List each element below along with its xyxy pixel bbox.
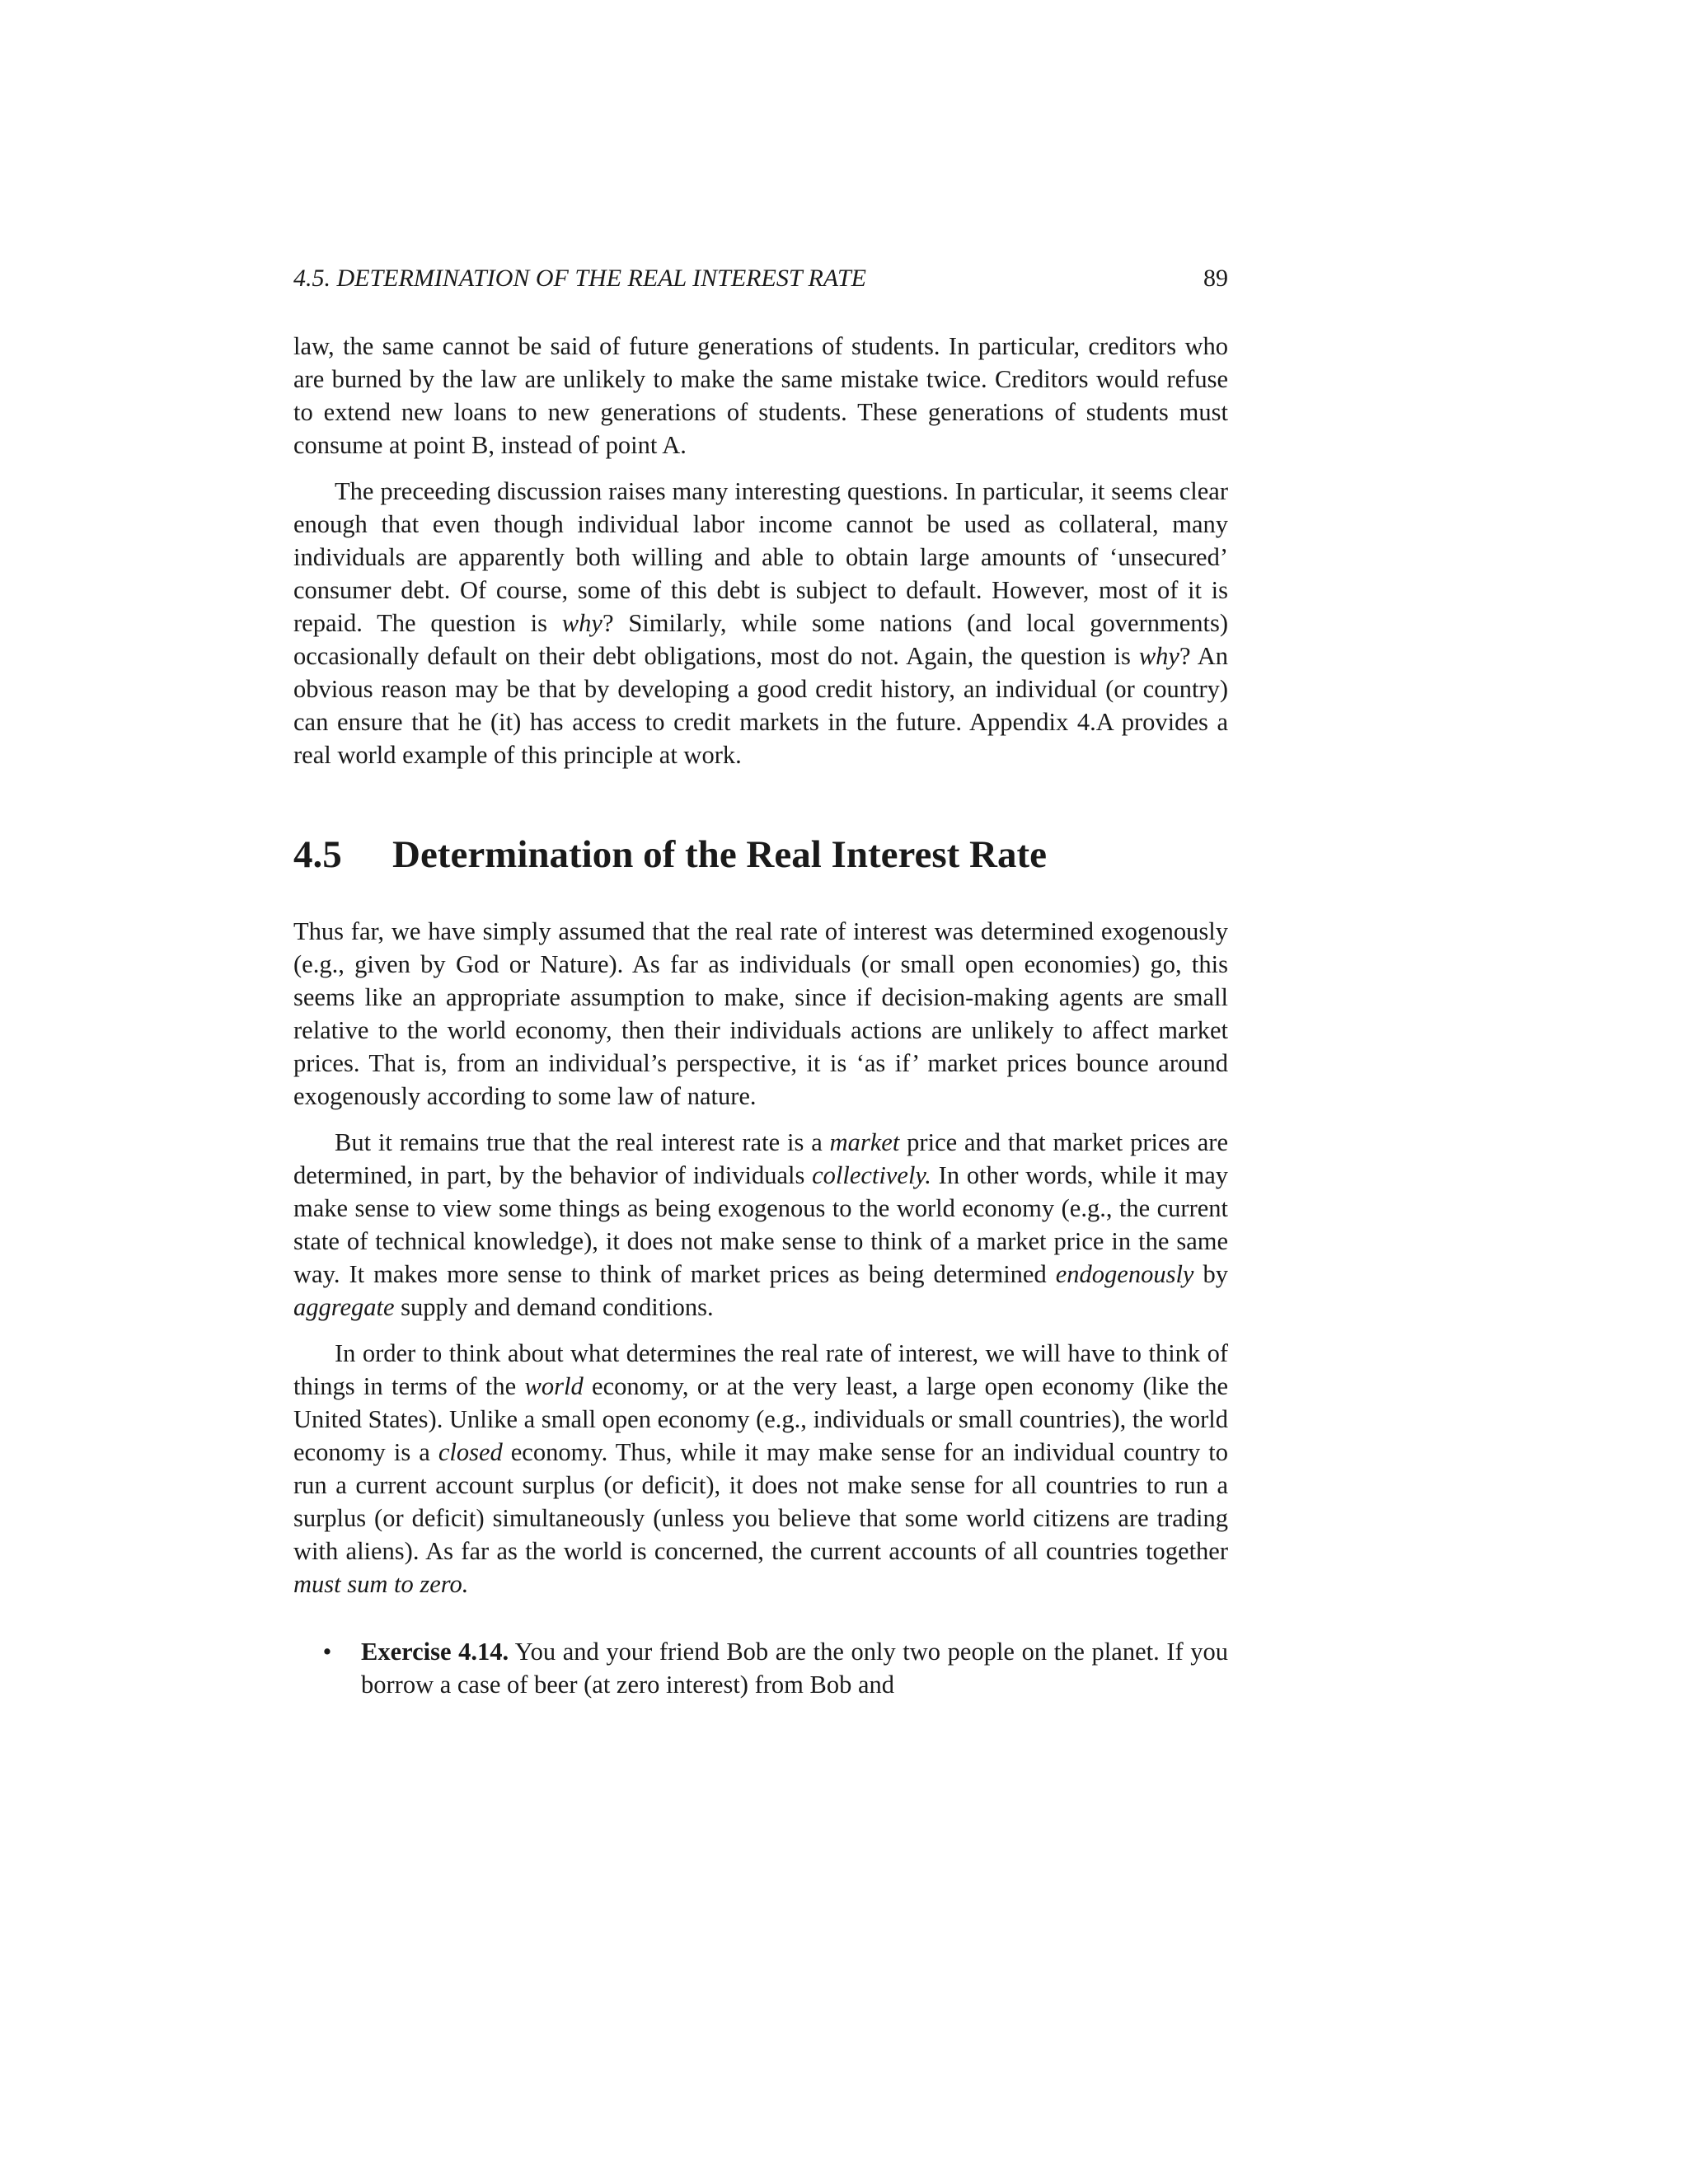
exercise-body bbox=[361, 1635, 1228, 1701]
document-page bbox=[293, 262, 1228, 1701]
emphasis-collectively: collectively. bbox=[812, 1161, 931, 1189]
paragraph-2: The preceeding discussion raises many interesting questions. In particular, it seems clear enough that even though individual labor income cannot be used as collateral, many individuals are apparently both willing and able to obtain large amounts of ‘unsecured’ consumer debt. Of course, some of this debt is subject to default. However, most of it is repaid. The question is why? Similarly, while some nations (and local governments) occasionally default on their debt obligations, most do not. Again, the question is why? An obvious reason may be that by developing a good credit history, an individual (or country) can ensure that he (it) has access to credit markets in the future. Appendix 4.A provides a real world example of this principle at work. bbox=[293, 477, 1228, 769]
bullet-icon: • bbox=[322, 1638, 332, 1666]
section-title: Determination of the Real Interest Rate bbox=[392, 833, 1047, 876]
emphasis-world: world bbox=[524, 1372, 584, 1400]
page-number: 89 bbox=[1203, 265, 1228, 292]
emphasis-why-2: why bbox=[1138, 642, 1179, 670]
running-header bbox=[293, 262, 1228, 295]
exercise-label: Exercise 4.14. bbox=[361, 1638, 509, 1666]
section-heading bbox=[293, 831, 1228, 879]
emphasis-endogenously: endogenously bbox=[1055, 1260, 1194, 1288]
emphasis-closed: closed bbox=[438, 1438, 503, 1466]
paragraph-1: law, the same cannot be said of future generations of students. In particular, creditors who are burned by the law are unlikely to make the same mistake twice. Creditors would refuse to extend new loans to new generations of students. These generations of students must consume at point B, instead of point A. bbox=[293, 332, 1228, 459]
emphasis-aggregate: aggregate bbox=[293, 1293, 395, 1321]
section-number: 4.5 bbox=[293, 833, 342, 876]
emphasis-market: market bbox=[829, 1128, 900, 1156]
running-header-title: 4.5. DETERMINATION OF THE REAL INTEREST RATE bbox=[293, 265, 867, 292]
exercise-text: You and your friend Bob are the only two people on the planet. If you borrow a case of beer (at zero interest) from Bob and bbox=[361, 1638, 1228, 1699]
emphasis-why-1: why bbox=[561, 609, 603, 637]
emphasis-must-sum-to-zero: must sum to zero. bbox=[293, 1570, 469, 1598]
paragraph-3: Thus far, we have simply assumed that the real rate of interest was determined exogenously (e.g., given by God or Nature). As far as individuals (or small open economies) go, this seems like an appropriate assumption to make, since if decision-making agents are small relative to the world economy, then their individuals actions are unlikely to affect market prices. That is, from an individual’s perspective, it is ‘as if’ market prices bounce around exogenously according to some law of nature. bbox=[293, 917, 1228, 1110]
paragraph-5: In order to think about what determines the real rate of interest, we will have to think of things in terms of the world economy, or at the very least, a large open economy (like the United States). Unlike a small open economy (e.g., individuals or small countries), the world economy is a closed economy. Thus, while it may make sense for an individual country to run a current account surplus (or deficit), it does not make sense for all countries to run a surplus (or deficit) simultaneously (unless you believe that some world citizens are trading with aliens). As far as the world is concerned, the current accounts of all countries together must sum to zero. bbox=[293, 1339, 1228, 1598]
exercise-item bbox=[293, 1635, 1228, 1701]
paragraph-4: But it remains true that the real interest rate is a market price and that market prices are determined, in part, by the behavior of individuals collectively. In other words, while it may make sense to view some things as being exogenous to the world economy (e.g., the current state of technical knowledge), it does not make sense to think of a market price in the same way. It makes more sense to think of market prices as being determined endogenously by aggregate supply and demand conditions. bbox=[293, 1128, 1228, 1321]
